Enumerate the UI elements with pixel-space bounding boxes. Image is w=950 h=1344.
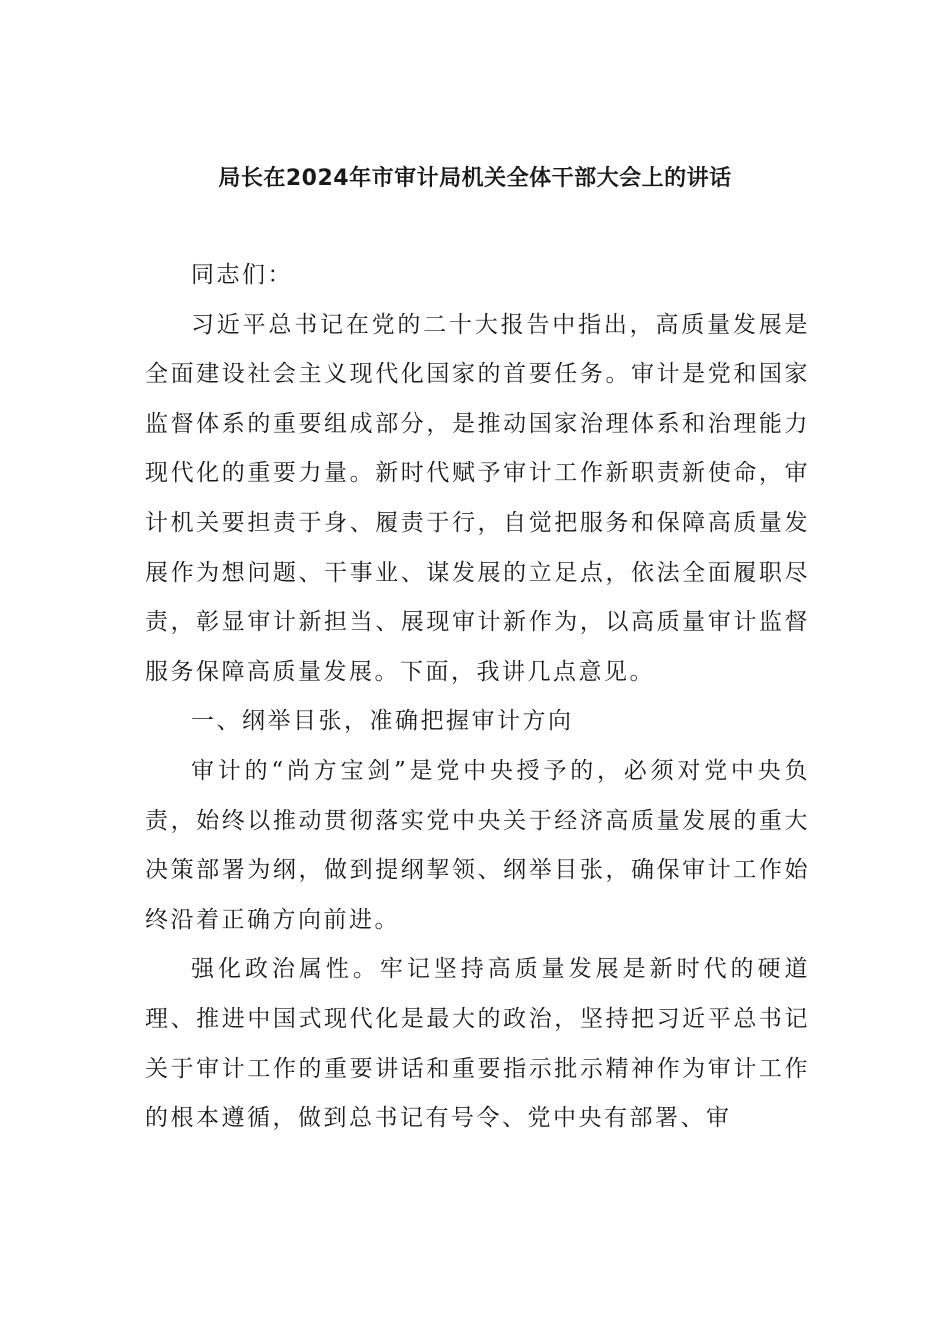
body-paragraph: 审计的“尚方宝剑”是党中央授予的，必须对党中央负责，始终以推动贯彻落实党中央关于经济高质量发展的重大决策部署为纲，做到提纲挈领、纲举目张，确保审计工作始终沿着正确方向前进。 [145, 757, 810, 933]
document-body [145, 251, 810, 1144]
salutation: 同志们： [191, 262, 293, 288]
section-heading: 一、纲举目张，准确把握审计方向 [191, 708, 574, 735]
body-paragraph: 习近平总书记在党的二十大报告中指出，高质量发展是全面建设社会主义现代化国家的首要任务。审计是党和国家监督体系的重要组成部分，是推动国家治理体系和治理能力现代化的重要力量。新时代赋予审计工作新职责新使命，审计机关要担责于身、履责于行，自觉把服务和保障高质量发展作为想问题、干事业、谋发展的立足点，依法全面履职尽责，彰显审计新担当、展现审计新作为，以高质量审计监督服务保障高质量发展。下面，我讲几点意见。 [145, 311, 810, 685]
body-paragraph: 强化政治属性。牢记坚持高质量发展是新时代的硬道理、推进中国式现代化是最大的政治，坚持把习近平总书记关于审计工作的重要讲话和重要指示批示精神作为审计工作的根本遵循，做到总书记有号令、党中央有部署、审 [145, 956, 810, 1132]
document-title: 局长在2024年市审计局机关全体干部大会上的讲话 [218, 166, 732, 191]
